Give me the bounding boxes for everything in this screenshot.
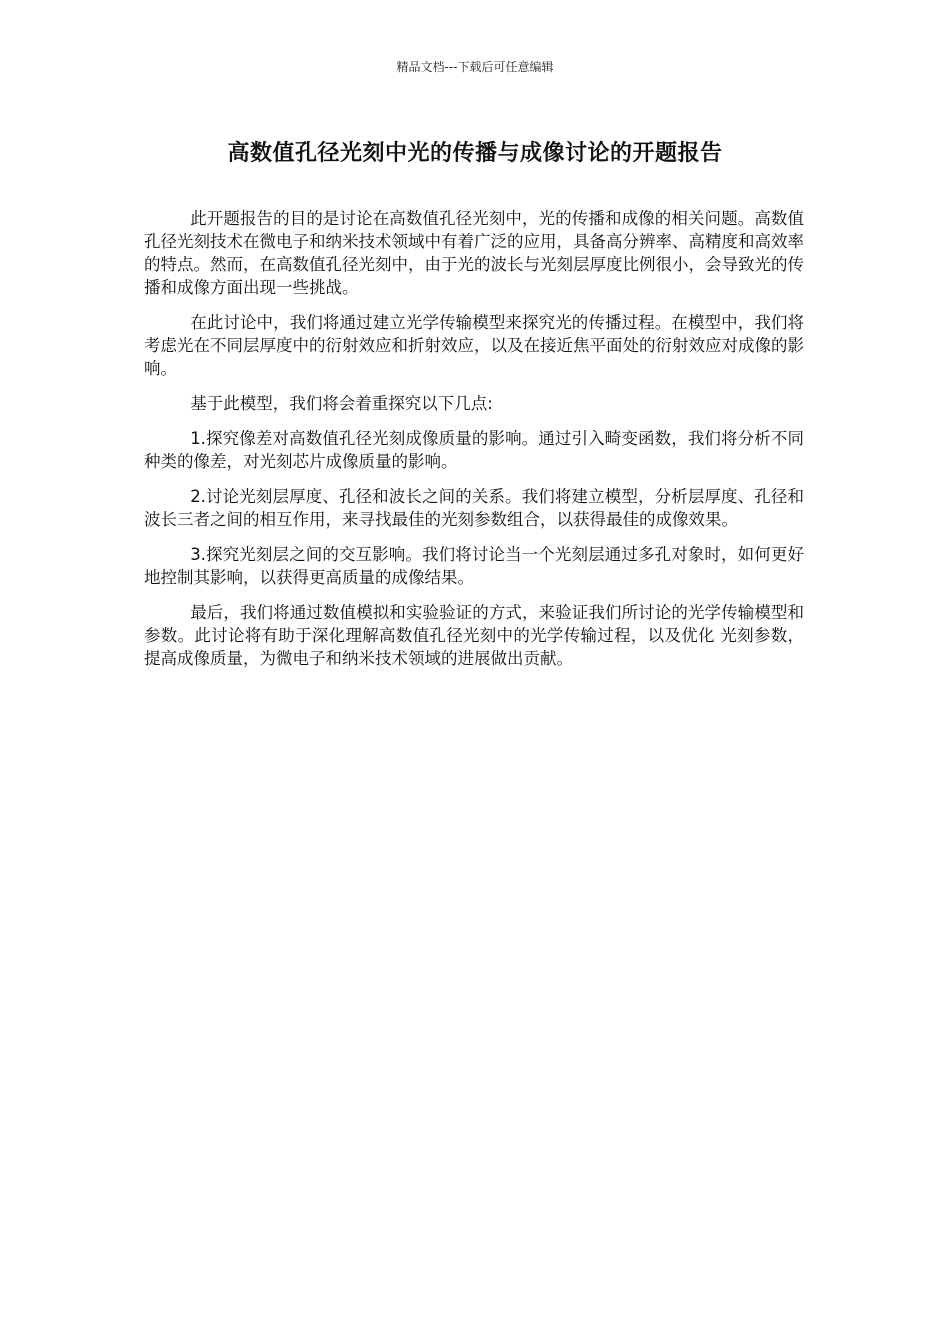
paragraph-point-2: 2.讨论光刻层厚度、孔径和波长之间的关系。我们将建立模型，分析层厚度、孔径和波长三者之间的相互作用，来寻找最佳的光刻参数组合，以获得最佳的成像效果。 xyxy=(144,487,804,529)
paragraph-focus-intro: 基于此模型，我们将会着重探究以下几点: xyxy=(190,394,493,413)
paragraph-conclusion: 最后，我们将通过数值模拟和实验验证的方式，来验证我们所讨论的光学传输模型和参数。此讨论将有助于深化理解高数值孔径光刻中的光学传输过程，以及优化 光刻参数，提高成像质量，为微电子和纳米技术领域的进展做出贡献。 xyxy=(144,603,804,668)
document-body xyxy=(144,207,804,682)
paragraph-point-3: 3.探究光刻层之间的交互影响。我们将讨论当一个光刻层通过多孔对象时，如何更好地控制其影响，以获得更高质量的成像结果。 xyxy=(144,545,804,587)
paragraph-purpose: 此开题报告的目的是讨论在高数值孔径光刻中，光的传播和成像的相关问题。高数值孔径光刻技术在微电子和纳米技术领域中有着广泛的应用，具备高分辨率、高精度和高效率的特点。然而，在高数值孔径光刻中，由于光的波长与光刻层厚度比例很小，会导致光的传播和成像方面出现一些挑战。 xyxy=(144,209,804,297)
paragraph-model: 在此讨论中，我们将通过建立光学传输模型来探究光的传播过程。在模型中，我们将考虑光在不同层厚度中的衍射效应和折射效应，以及在接近焦平面处的衍射效应对成像的影响。 xyxy=(144,313,804,378)
paragraph-point-1: 1.探究像差对高数值孔径光刻成像质量的影响。通过引入畸变函数，我们将分析不同种类的像差，对光刻芯片成像质量的影响。 xyxy=(144,429,804,471)
document-title: 高数值孔径光刻中光的传播与成像讨论的开题报告 xyxy=(227,141,723,166)
header-note: 精品文档---下载后可任意编辑 xyxy=(396,60,554,74)
